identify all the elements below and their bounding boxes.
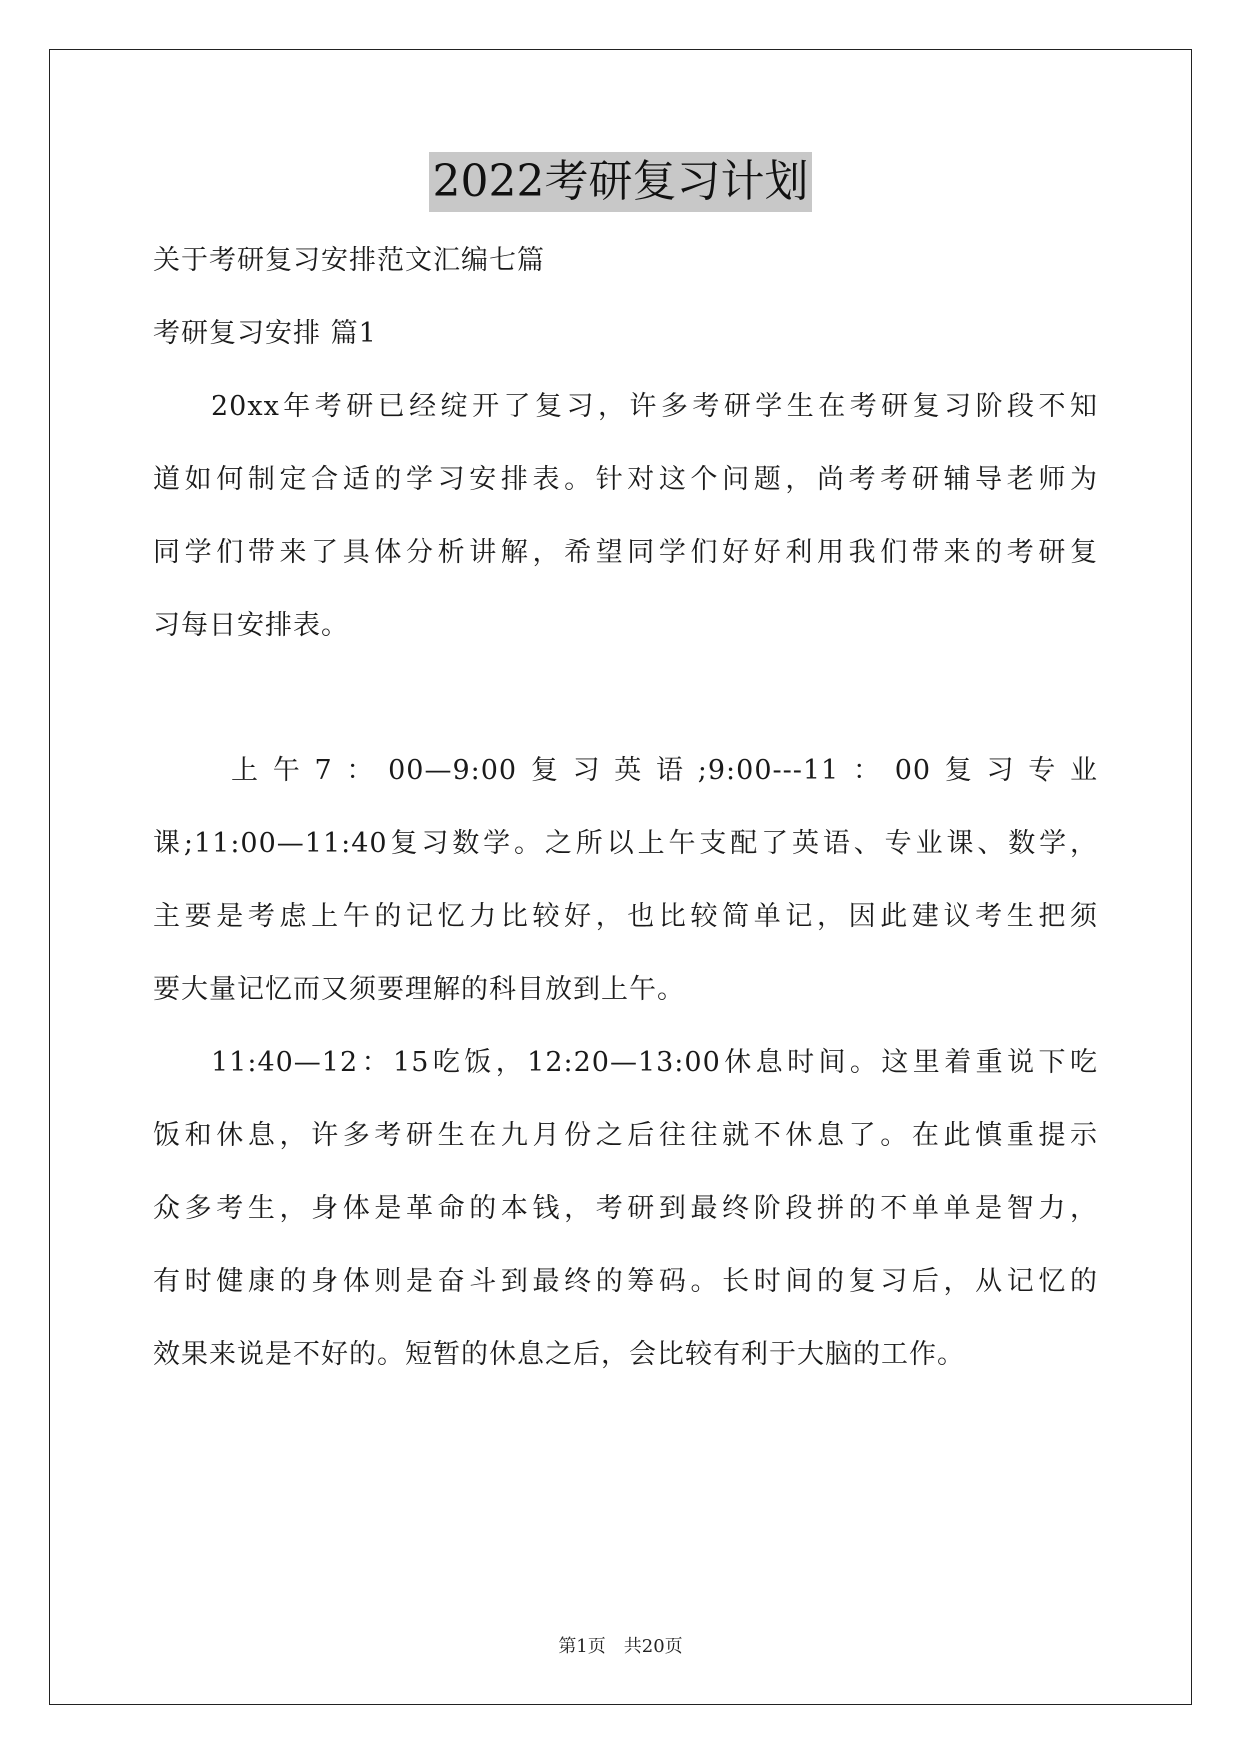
page-number: 第1页 共20页 [558, 1636, 683, 1657]
paragraph-line: 众多考生，身体是革命的本钱，考研到最终阶段拼的不单单是智力， [153, 1193, 1098, 1224]
paragraph-line: 饭和休息，许多考研生在九月份之后往往就不休息了。在此慎重提示 [153, 1120, 1098, 1151]
page-border [49, 49, 1192, 1705]
paragraph-line: 同学们带来了具体分析讲解，希望同学们好好利用我们带来的考研复 [153, 537, 1098, 568]
paragraph-line: 主要是考虑上午的记忆力比较好，也比较简单记，因此建议考生把须 [153, 901, 1098, 932]
paragraph-line: 20xx年考研已经绽开了复习，许多考研学生在考研复习阶段不知 [211, 391, 1098, 422]
document-subtitle: 关于考研复习安排范文汇编七篇 [153, 245, 545, 276]
paragraph-line: 道如何制定合适的学习安排表。针对这个问题，尚考考研辅导老师为 [153, 464, 1098, 495]
paragraph-line: 效果来说是不好的。短暂的休息之后，会比较有利于大脑的工作。 [153, 1339, 965, 1370]
paragraph-line: 课;11:00—11:40复习数学。之所以上午支配了英语、专业课、数学， [153, 828, 1098, 859]
title-container [0, 152, 1241, 212]
paragraph-line: 11:40—12：15吃饭，12:20—13:00休息时间。这里着重说下吃 [211, 1047, 1098, 1078]
paragraph-line: 有时健康的身体则是奋斗到最终的筹码。长时间的复习后，从记忆的 [153, 1266, 1098, 1297]
document-title: 2022考研复习计划 [429, 152, 813, 212]
paragraph-line: 习每日安排表。 [153, 610, 349, 641]
paragraph-line: 要大量记忆而又须要理解的科目放到上午。 [153, 974, 685, 1005]
section-heading: 考研复习安排 篇1 [153, 318, 377, 349]
paragraph-line: 上午7：00—9:00复习英语;9:00---11：00复习专业 [231, 755, 1098, 786]
